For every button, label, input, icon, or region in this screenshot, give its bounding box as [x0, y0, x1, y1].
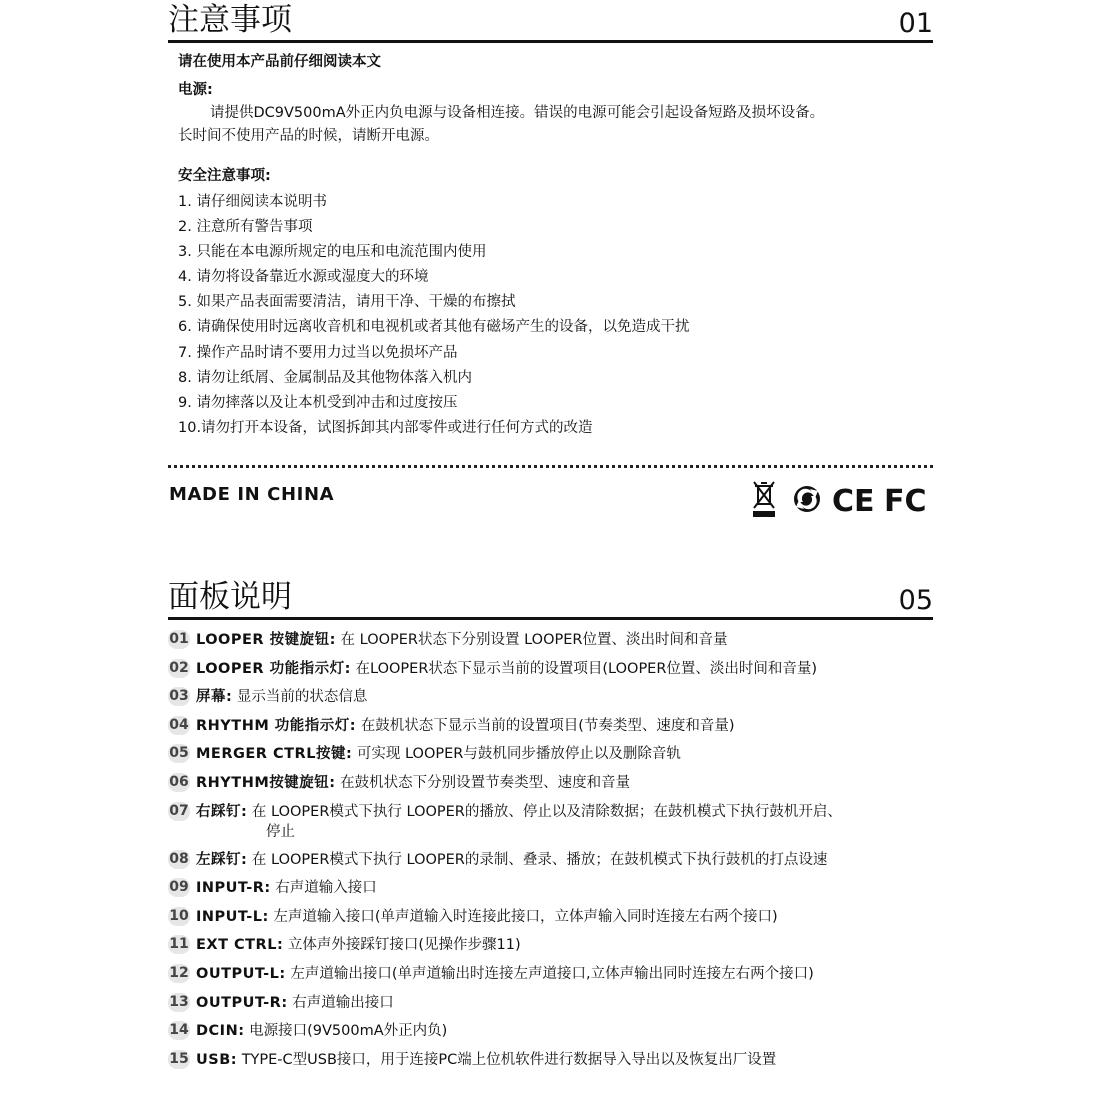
safety-heading: 安全注意事项: — [178, 168, 271, 184]
page-number: 01 — [898, 8, 933, 39]
item-description: 在鼓机状态下显示当前的设置项目(节奏类型、速度和音量) — [360, 717, 735, 734]
item-number-badge: 02 — [169, 659, 189, 676]
panel-item — [168, 744, 948, 773]
item-description: 在 LOOPER模式下执行 LOOPER的播放、停止以及清除数据；在鼓机模式下执行鼓机开启、 — [251, 803, 842, 820]
item-description: 在 LOOPER模式下执行 LOOPER的录制、叠录、播放；在鼓机模式下执行鼓机的打点设速 — [251, 851, 828, 868]
item-label: 左踩钉: — [196, 851, 248, 868]
item-label: OUTPUT-R: — [196, 994, 288, 1011]
item-label: RHYTHM按键旋钮: — [196, 774, 336, 791]
item-label: MERGER CTRL按键: — [196, 746, 353, 763]
panel-item — [168, 1050, 948, 1079]
item-label: OUTPUT-L: — [196, 965, 286, 982]
item-label: 屏幕: — [196, 689, 233, 706]
safety-list — [178, 190, 689, 441]
section-header-panel — [168, 577, 933, 620]
page-number: 05 — [898, 585, 933, 616]
item-number-badge: 05 — [169, 745, 189, 762]
item-number-badge: 06 — [169, 773, 189, 790]
power-line-2: 长时间不使用产品的时候，请断开电源。 — [178, 128, 439, 144]
list-item: 1. 请仔细阅读本说明书 — [178, 194, 327, 210]
fcc-mark-icon: FC — [884, 484, 927, 519]
list-item: 4. 请勿将设备靠近水源或湿度大的环境 — [178, 269, 429, 286]
item-description: 右声道输入接口 — [275, 880, 377, 897]
item-number-badge: 11 — [169, 936, 189, 953]
certification-marks — [752, 478, 932, 520]
item-number-badge: 04 — [169, 716, 189, 733]
panel-item — [168, 802, 948, 850]
list-item: 6. 请确保使用时远离收音机和电视机或者其他有磁场产生的设备，以免造成干扰 — [178, 319, 690, 336]
item-description-continued: 停止 — [266, 823, 295, 840]
item-number-badge: 14 — [169, 1022, 189, 1039]
ce-mark-icon: CE — [832, 484, 875, 519]
power-line-1: 请提供DC9V500mA外正内负电源与设备相连接。错误的电源可能会引起设备短路及损坏设备。 — [210, 105, 825, 121]
item-number-badge: 07 — [169, 802, 189, 819]
item-label: EXT CTRL: — [196, 937, 284, 954]
panel-item — [168, 878, 948, 907]
panel-item — [168, 773, 948, 802]
item-description: 左声道输入接口(单声道输入时连接此接口，立体声输入同时连接左右两个接口) — [273, 908, 778, 925]
section-title: 面板说明 — [168, 579, 292, 615]
item-description: TYPE-C型USB接口，用于连接PC端上位机软件进行数据导入导出以及恢复出厂设置 — [241, 1051, 777, 1068]
item-label: RHYTHM 功能指示灯: — [196, 717, 357, 734]
item-description: 在鼓机状态下分别设置节奏类型、速度和音量 — [340, 774, 631, 791]
list-item: 2. 注意所有警告事项 — [178, 219, 313, 236]
item-description: 在LOOPER状态下显示当前的设置项目(LOOPER位置、淡出时间和音量) — [355, 660, 818, 677]
item-description: 在 LOOPER状态下分别设置 LOOPER位置、淡出时间和音量 — [340, 632, 728, 648]
panel-item — [168, 993, 948, 1022]
panel-item — [168, 850, 948, 879]
list-item: 3. 只能在本电源所规定的电压和电流范围内使用 — [178, 244, 487, 261]
section-title: 注意事项 — [168, 2, 292, 38]
weee-icon — [754, 482, 774, 516]
item-label: DCIN: — [196, 1023, 245, 1040]
item-number-badge: 15 — [169, 1050, 189, 1067]
panel-item — [168, 716, 948, 745]
item-number-badge: 03 — [169, 688, 189, 705]
item-description: 显示当前的状态信息 — [236, 689, 368, 706]
panel-item — [168, 964, 948, 993]
panel-item — [168, 659, 948, 688]
item-number-badge: 13 — [169, 993, 189, 1010]
item-label: 右踩钉: — [196, 803, 248, 820]
item-label: INPUT-L: — [196, 908, 269, 925]
item-description: 可实现 LOOPER与鼓机同步播放停止以及删除音轨 — [356, 746, 681, 763]
item-number-badge: 10 — [169, 907, 189, 924]
intro-text: 请在使用本产品前仔细阅读本文 — [178, 54, 381, 70]
recycle-icon — [794, 486, 820, 512]
panel-item — [168, 935, 948, 964]
item-label: USB: — [196, 1051, 238, 1068]
item-number-badge: 01 — [169, 631, 189, 647]
panel-item-list — [168, 630, 948, 1078]
item-label: INPUT-R: — [196, 880, 271, 897]
item-number-badge: 09 — [169, 879, 189, 896]
list-item: 10.请勿打开本设备，试图拆卸其内部零件或进行任何方式的改造 — [178, 419, 593, 436]
panel-item — [168, 907, 948, 936]
power-heading: 电源: — [178, 82, 213, 98]
panel-item — [168, 630, 948, 659]
list-item: 8. 请勿让纸屑、金属制品及其他物体落入机内 — [178, 369, 472, 386]
item-label: LOOPER 功能指示灯: — [196, 660, 351, 677]
item-number-badge: 08 — [169, 850, 189, 867]
list-item: 7. 操作产品时请不要用力过当以免损坏产品 — [178, 344, 458, 361]
item-description: 电源接口(9V500mA外正内负) — [249, 1023, 448, 1040]
panel-item — [168, 1021, 948, 1050]
item-description: 左声道输出接口(单声道输出时连接左声道接口,立体声输出同时连接左右两个接口) — [290, 965, 814, 982]
item-description: 立体声外接踩钉接口(见操作步骤11) — [287, 937, 521, 954]
dotted-divider — [168, 465, 933, 468]
item-number-badge: 12 — [169, 964, 189, 981]
panel-item — [168, 687, 948, 716]
made-in-china: MADE IN CHINA — [169, 484, 335, 505]
list-item: 9. 请勿摔落以及让本机受到冲击和过度按压 — [178, 394, 458, 411]
list-item: 5. 如果产品表面需要清洁，请用干净、干燥的布擦拭 — [178, 294, 516, 311]
item-description: 右声道输出接口 — [292, 994, 394, 1011]
item-label: LOOPER 按键旋钮: — [196, 632, 336, 648]
section-header-precautions — [168, 0, 933, 43]
